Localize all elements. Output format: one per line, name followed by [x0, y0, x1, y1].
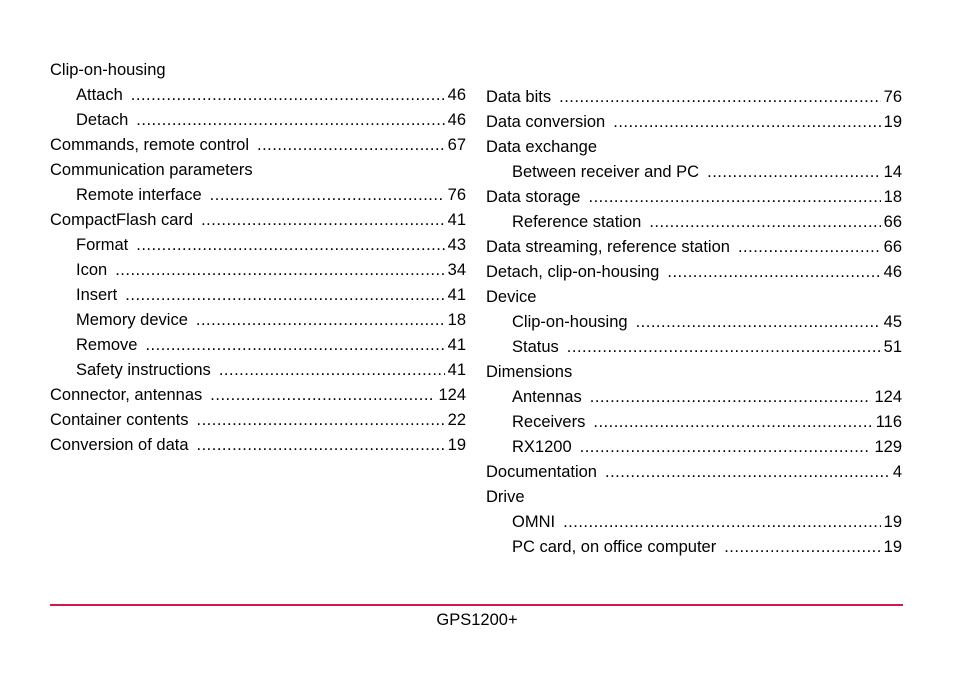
index-entry-label: PC card, on office computer [512, 538, 717, 556]
index-entry-page: 67 [447, 136, 466, 154]
dot-leader [590, 388, 872, 407]
index-entry-label: Dimensions [486, 363, 573, 381]
index-entry-page: 41 [447, 211, 466, 229]
index-entry-label: Remote interface [76, 186, 202, 204]
index-column-right [486, 85, 902, 560]
dot-leader [136, 236, 444, 255]
index-subentry [486, 535, 902, 560]
index-subentry [486, 210, 902, 235]
index-entry [50, 383, 466, 408]
index-subentry [50, 333, 466, 358]
index-entry-page: 76 [883, 88, 902, 106]
index-entry-label: Format [76, 236, 129, 254]
index-entry-label: Data bits [486, 88, 552, 106]
index-entry-label: Remove [76, 336, 138, 354]
index-subentry [486, 160, 902, 185]
index-entry-label: Data streaming, reference station [486, 238, 730, 256]
index-subentry [50, 183, 466, 208]
dot-leader [559, 88, 881, 107]
index-entry [486, 85, 902, 110]
index-entry-label: Data conversion [486, 113, 606, 131]
index-subentry [50, 258, 466, 283]
dot-leader [707, 163, 881, 182]
footer-product-name: GPS1200+ [436, 611, 518, 629]
index-entry-label: Safety instructions [76, 361, 211, 379]
index-subentry [50, 358, 466, 383]
dot-leader [563, 513, 881, 532]
index-entry-label: Insert [76, 286, 118, 304]
index-subentry [50, 283, 466, 308]
index-entry-label: Detach, clip-on-housing [486, 263, 660, 281]
dot-leader [131, 86, 445, 105]
index-entry [486, 110, 902, 135]
index-entry-page: 76 [447, 186, 466, 204]
index-entry-page: 124 [438, 386, 466, 404]
index-entry-label: Device [486, 288, 537, 306]
index-entry-label: Connector, antennas [50, 386, 203, 404]
index-entry-page: 19 [883, 113, 902, 131]
index-entry-page: 66 [883, 213, 902, 231]
footer-rule [50, 604, 903, 606]
index-entry [486, 285, 902, 310]
dot-leader [125, 286, 444, 305]
dot-leader [196, 311, 445, 330]
index-entry [486, 260, 902, 285]
index-subentry [50, 83, 466, 108]
index-entry [486, 135, 902, 160]
index-entry [486, 485, 902, 510]
index-entry-page: 46 [447, 111, 466, 129]
dot-leader [738, 238, 881, 257]
index-subentry [50, 308, 466, 333]
dot-leader [605, 463, 890, 482]
index-entry [50, 408, 466, 433]
index-column-left [50, 58, 466, 458]
dot-leader [667, 263, 880, 282]
dot-leader [613, 113, 880, 132]
index-entry-page: 45 [883, 313, 902, 331]
index-entry-label: Receivers [512, 413, 586, 431]
index-subentry [486, 335, 902, 360]
index-entry-page: 19 [447, 436, 466, 454]
index-entry [486, 460, 902, 485]
index-entry-label: Clip-on-housing [50, 61, 166, 79]
index-entry-label: Documentation [486, 463, 597, 481]
index-entry-label: RX1200 [512, 438, 572, 456]
index-entry-label: Data exchange [486, 138, 597, 156]
index-entry-label: Drive [486, 488, 525, 506]
index-subentry [50, 108, 466, 133]
index-subentry [486, 410, 902, 435]
index-entry-label: Reference station [512, 213, 642, 231]
dot-leader [649, 213, 880, 232]
index-entry-page: 34 [447, 261, 466, 279]
dot-leader [580, 438, 872, 457]
index-entry [50, 133, 466, 158]
index-entry-page: 46 [883, 263, 902, 281]
dot-leader [201, 211, 445, 230]
index-entry-label: Clip-on-housing [512, 313, 628, 331]
index-entry [50, 158, 466, 183]
index-entry-page: 41 [447, 336, 466, 354]
dot-leader [636, 313, 881, 332]
dot-leader [210, 186, 445, 205]
index-entry-label: Communication parameters [50, 161, 253, 179]
index-entry-label: CompactFlash card [50, 211, 194, 229]
index-entry-page: 51 [883, 338, 902, 356]
dot-leader [197, 436, 445, 455]
index-entry-page: 4 [892, 463, 902, 481]
dot-leader [115, 261, 444, 280]
index-subentry [486, 385, 902, 410]
dot-leader [136, 111, 444, 130]
index-entry-label: Memory device [76, 311, 188, 329]
index-subentry [486, 435, 902, 460]
index-subentry [486, 510, 902, 535]
index-entry-page: 129 [874, 438, 902, 456]
index-entry [50, 58, 466, 83]
index-entry-label: Icon [76, 261, 108, 279]
index-entry-label: OMNI [512, 513, 556, 531]
index-entry-label: Detach [76, 111, 129, 129]
index-entry-label: Status [512, 338, 559, 356]
index-entry-label: Data storage [486, 188, 581, 206]
index-entry-page: 66 [883, 238, 902, 256]
dot-leader [567, 338, 881, 357]
index-entry-label: Conversion of data [50, 436, 189, 454]
dot-leader [219, 361, 445, 380]
dot-leader [588, 188, 880, 207]
index-entry-page: 14 [883, 163, 902, 181]
dot-leader [257, 136, 445, 155]
index-entry-page: 46 [447, 86, 466, 104]
dot-leader [724, 538, 880, 557]
index-entry [486, 360, 902, 385]
index-entry-page: 41 [447, 361, 466, 379]
index-entry [50, 208, 466, 233]
index-entry-label: Between receiver and PC [512, 163, 700, 181]
index-subentry [50, 233, 466, 258]
index-entry-label: Attach [76, 86, 123, 104]
index-entry-label: Container contents [50, 411, 189, 429]
index-entry-label: Antennas [512, 388, 582, 406]
index-entry-page: 43 [447, 236, 466, 254]
index-entry-page: 22 [447, 411, 466, 429]
index-entry-page: 116 [875, 413, 902, 431]
index-entry-page: 41 [447, 286, 466, 304]
index-entry [486, 235, 902, 260]
dot-leader [197, 411, 445, 430]
index-entry-page: 18 [447, 311, 466, 329]
index-entry-page: 18 [883, 188, 902, 206]
dot-leader [145, 336, 444, 355]
index-entry-page: 19 [883, 513, 902, 531]
index-subentry [486, 310, 902, 335]
dot-leader [210, 386, 435, 405]
index-entry [50, 433, 466, 458]
dot-leader [593, 413, 872, 432]
index-entry-page: 19 [883, 538, 902, 556]
index-entry-label: Commands, remote control [50, 136, 249, 154]
index-entry [486, 185, 902, 210]
index-entry-page: 124 [874, 388, 902, 406]
